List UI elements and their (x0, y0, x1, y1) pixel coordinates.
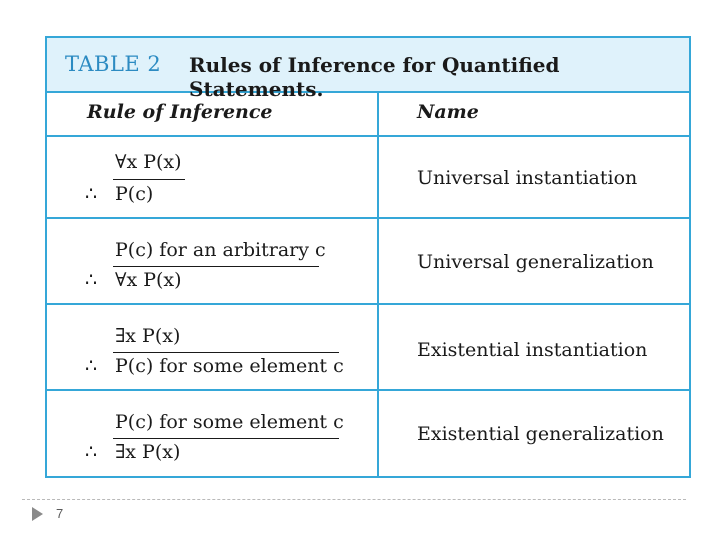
table-row (47, 137, 689, 219)
inference-line (113, 352, 339, 353)
rule-cell (47, 305, 379, 389)
header-rule: Rule of Inference (87, 101, 273, 123)
header-name: Name (417, 101, 479, 123)
conclusion: ∀x P(x) (115, 269, 182, 291)
header-cell-name (379, 91, 689, 135)
table-title: Rules of Inference for Quantified Statements. (189, 53, 560, 101)
rule-cell (47, 219, 379, 303)
rule-name: Universal generalization (417, 251, 654, 273)
premise: P(c) for some element c (115, 411, 344, 433)
name-cell (379, 219, 689, 303)
therefore-symbol: ∴ (85, 269, 98, 291)
name-cell (379, 305, 689, 389)
name-cell (379, 391, 689, 477)
conclusion: P(c) for some element c (115, 355, 344, 377)
table-caption (47, 38, 689, 101)
name-cell (379, 137, 689, 217)
premise: ∀x P(x) (115, 151, 182, 173)
conclusion: ∃x P(x) (115, 441, 181, 463)
rule-name: Universal instantiation (417, 167, 638, 189)
premise: ∃x P(x) (115, 325, 181, 347)
inference-line (113, 438, 339, 439)
rule-cell (47, 137, 379, 217)
conclusion: P(c) (115, 183, 154, 205)
rule-cell (47, 391, 379, 477)
premise: P(c) for an arbitrary c (115, 239, 326, 261)
table-row (47, 219, 689, 305)
footer-divider (22, 499, 686, 500)
slide-number: 7 (56, 506, 64, 521)
therefore-symbol: ∴ (85, 355, 98, 377)
table-label: TABLE 2 (65, 52, 162, 76)
header-cell-rule (47, 91, 379, 135)
table-row (47, 391, 689, 477)
inference-line (113, 179, 185, 180)
inference-line (113, 266, 319, 267)
slide-arrow-icon (32, 507, 43, 521)
rules-table (45, 36, 691, 478)
header-row (47, 91, 689, 137)
therefore-symbol: ∴ (85, 441, 98, 463)
rule-name: Existential generalization (417, 423, 664, 445)
table-row (47, 305, 689, 391)
therefore-symbol: ∴ (85, 183, 98, 205)
rule-name: Existential instantiation (417, 339, 648, 361)
